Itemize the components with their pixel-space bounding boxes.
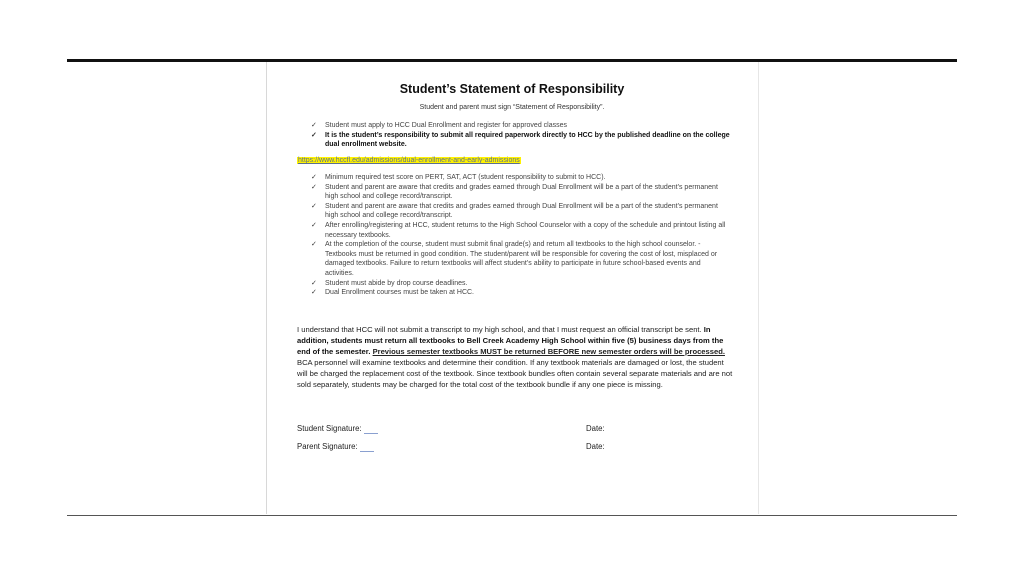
list-item: ✓ After enrolling/registering at HCC, student returns to the High School Counselor with a copy of the schedule and printout listing all necessary textbooks. [311, 221, 726, 239]
parent-date-line [586, 442, 605, 451]
student-date-label: Date: [586, 424, 605, 433]
paragraph-charges: BCA personnel will examine textbooks and determine their condition. If any textbook materials are damaged or lost, the student will be charged the replacement cost of the textbook. Since textbook bundles often contain several separate materials and are not sold separately, students may be charged for the total cost of the textbook bundle if any one piece is missing. [297, 358, 733, 389]
parent-signature-field[interactable] [360, 442, 374, 452]
dual-enrollment-link[interactable]: https://www.hccfl.edu/admissions/dual-enrollment-and-early-admissions [298, 157, 520, 164]
list-item: ✓ Student must apply to HCC Dual Enrollment and register for approved classes [311, 122, 568, 129]
check-mark-icon: ✓ [311, 183, 317, 191]
list-item: ✓ Student and parent are aware that credits and grades earned through Dual Enrollment will be a part of the student’s permanent high school and college record/transcript. [311, 183, 718, 201]
parent-date-label: Date: [586, 442, 605, 451]
check-mark-icon: ✓ [311, 241, 317, 249]
student-signature-field[interactable] [364, 424, 378, 434]
list-item: ✓ Dual Enrollment courses must be taken at HCC. [311, 289, 475, 297]
check-mark-icon: ✓ [311, 131, 317, 139]
requirements-list-1 [311, 121, 731, 150]
student-signature-line [297, 424, 378, 434]
paragraph-textbook-return: In addition, students must return all textbooks to Bell Creek Academy High School within five (5) business days from the end of the semester. [297, 325, 724, 356]
check-mark-icon: ✓ [311, 221, 317, 229]
paragraph-order-notice: Previous semester textbooks MUST be returned BEFORE new semester orders will be processed. [372, 347, 725, 356]
list-item: ✓ Student and parent are aware that credits and grades earned through Dual Enrollment will be a part of the student’s permanent high school and college record/transcript. [311, 202, 718, 220]
check-mark-icon: ✓ [311, 122, 317, 129]
parent-signature-line [297, 442, 374, 452]
document-subtitle: Student and parent must sign “Statement of Responsibility”. [419, 104, 605, 111]
check-mark-icon: ✓ [311, 202, 317, 210]
responsibility-paragraph [297, 324, 733, 390]
list-item: ✓ At the completion of the course, student must submit final grade(s) and return all textbooks to the high school counselor. - Textbooks must be returned in good condition. The student/parent will be responsible for covering the cost of lost, misplaced or damaged textbooks. Failure to return textbooks will affect student’s ability to participate in future school-based events and activities. [311, 241, 718, 277]
check-mark-icon: ✓ [311, 174, 317, 181]
parent-signature-label: Parent Signature: [297, 442, 358, 451]
check-mark-icon: ✓ [311, 289, 317, 297]
requirements-list-2 [311, 173, 731, 298]
student-date-line [586, 424, 605, 433]
document-title: Student’s Statement of Responsibility [399, 82, 625, 96]
paragraph-intro: I understand that HCC will not submit a transcript to my high school, and that I must request an official transcript be sent. [297, 325, 702, 334]
list-item: ✓ Student must abide by drop course deadlines. [311, 279, 468, 287]
list-item: ✓ It is the student’s responsibility to submit all required paperwork directly to HCC by the published deadline on the college dual enrollment website. [311, 131, 730, 149]
student-signature-label: Student Signature: [297, 424, 362, 433]
bottom-divider [67, 515, 957, 516]
list-item: ✓ Minimum required test score on PERT, SAT, ACT (student responsibility to submit to HCC). [311, 174, 606, 181]
check-mark-icon: ✓ [311, 279, 317, 287]
